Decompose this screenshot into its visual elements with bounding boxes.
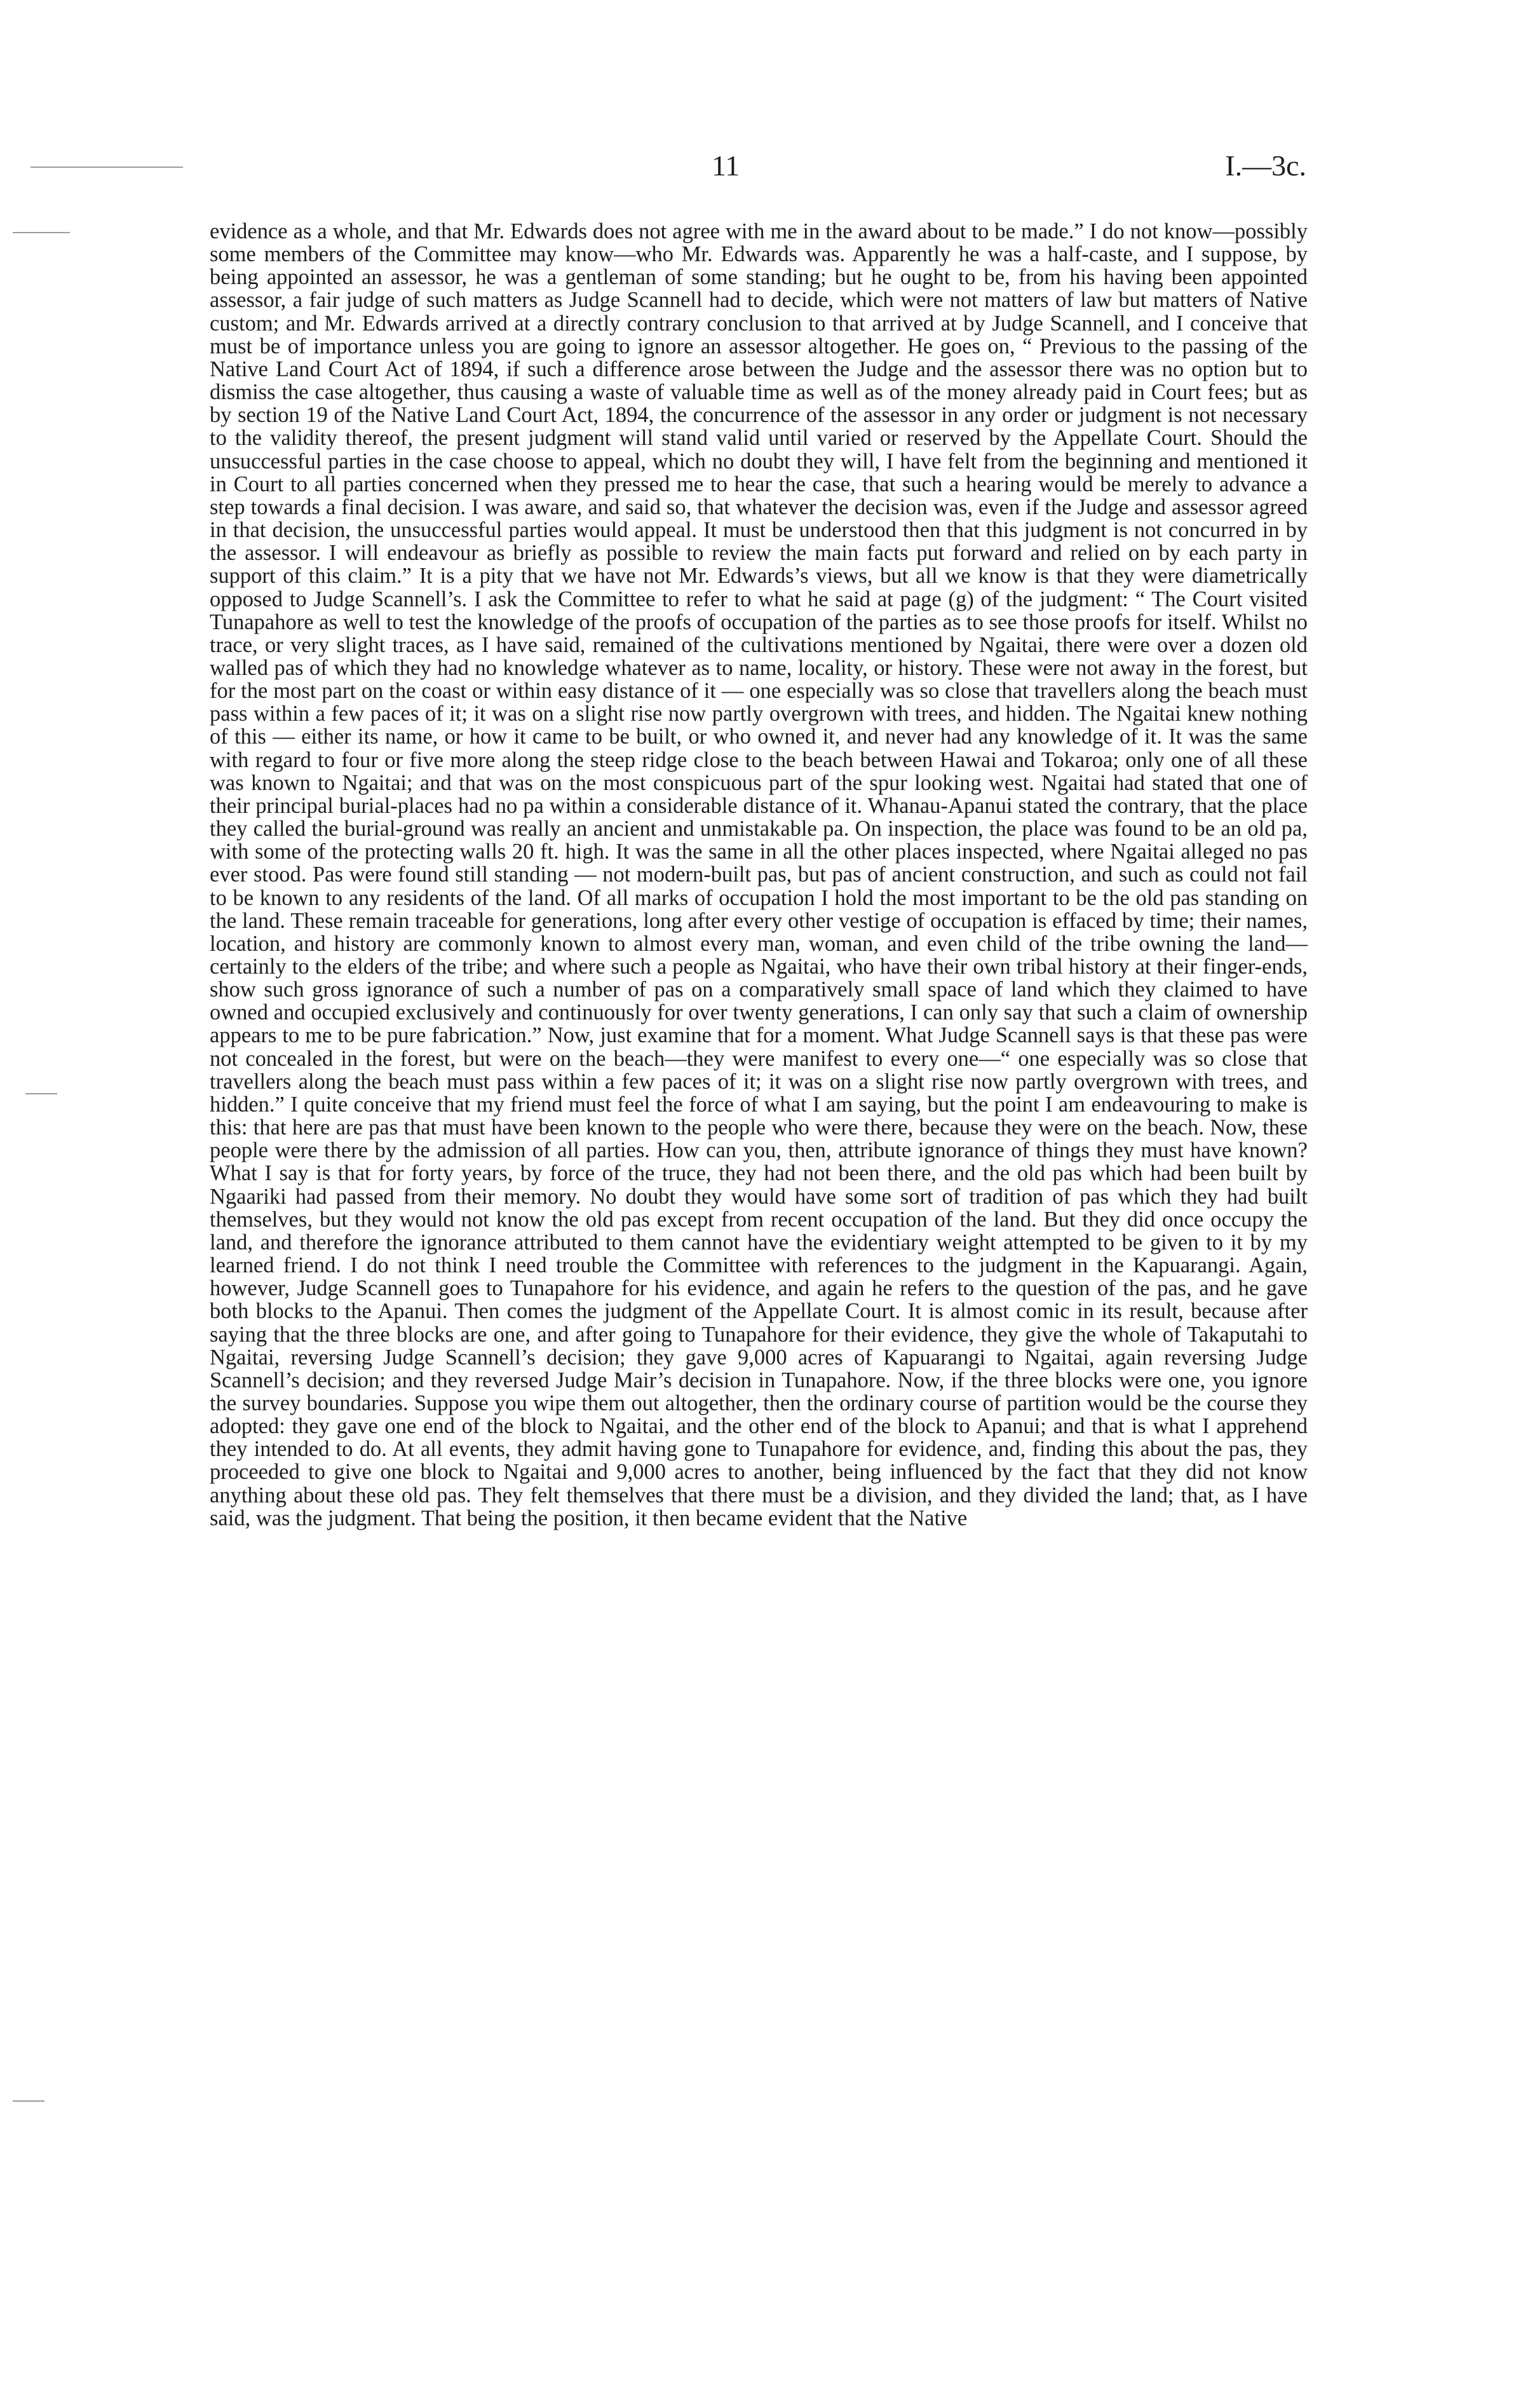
document-reference: I.—3c. xyxy=(1225,149,1306,182)
margin-mark xyxy=(13,232,70,233)
margin-mark xyxy=(30,167,183,168)
margin-mark xyxy=(13,2100,44,2102)
margin-mark xyxy=(25,1093,57,1094)
body-paragraph: evidence as a whole, and that Mr. Edwards does not agree with me in the award about to be made.” I do not know—possibly some members of the Committee may know—who Mr. Edwards was. Apparently he was a half-caste, and I suppose, by being appointed an assessor, he was a gentleman of some standing; but he ought to be, from his having been appointed assessor, a fair judge of such matters as Judge Scannell had to decide, which were not matters of law but matters of Native custom; and Mr. Edwards arrived at a directly contrary conclusion to that arrived at by Judge Scannell, and I conceive that must be of importance unless you are going to ignore an assessor altogether. He goes on, “ Previous to the passing of the Native Land Court Act of 1894, if such a difference arose between the Judge and the assessor there was no option but to dismiss the case altogether, thus causing a waste of valuable time as well as of the money already paid in Court fees; but as by section 19 of the Native Land Court Act, 1894, the concurrence of the assessor in any order or judgment is not necessary to the validity thereof, the present judgment will stand valid until varied or reserved by the Appellate Court. Should the unsuccessful parties in the case choose to appeal, which no doubt they will, I have felt from the beginning and mentioned it in Court to all parties concerned when they pressed me to hear the case, that such a hearing would be merely to advance a step towards a final decision. I was aware, and said so, that whatever the decision was, even if the Judge and assessor agreed in that decision, the unsuccessful parties would appeal. It must be understood then that this judgment is not concurred in by the assessor. I will endeavour as briefly as possible to review the main facts put forward and relied on by each party in support of this claim.” It is a pity that we have not Mr. Edwards’s views, but all we know is that they were diametrically opposed to Judge Scannell’s. I ask the Committee to refer to what he said at page (g) of the judgment: “ The Court visited Tunapahore as well to test the knowledge of the proofs of occupation of the parties as to see those proofs for itself. Whilst no trace, or very slight traces, as I have said, remained of the cultivations mentioned by Ngaitai, there were over a dozen old walled pas of which they had no knowledge whatever as to name, locality, or history. These were not away in the forest, but for the most part on the coast or within easy distance of it — one especially was so close that travellers along the beach must pass within a few paces of it; it was on a slight rise now partly overgrown with trees, and hidden. The Ngaitai knew nothing of this — either its name, or how it came to be built, or who owned it, and never had any knowledge of it. It was the same with regard to four or five more along the steep ridge close to the beach between Hawai and Tokaroa; only one of all these was known to Ngaitai; and that was on the most conspicuous part of the spur looking west. Ngaitai had stated that one of their principal burial-places had no pa within a considerable distance of it. Whanau-Apanui stated the contrary, that the place they called the burial-ground was really an ancient and unmistakable pa. On inspection, the place was found to be an old pa, with some of the protecting walls 20 ft. high. It was the same in all the other places inspected, where Ngaitai alleged no pas ever stood. Pas were found still standing — not modern-built pas, but pas of ancient construction, and such as could not fail to be known to any residents of the land. Of all marks of occupation I hold the most important to be the old pas standing on the land. These remain traceable for generations, long after every other vestige of occupation is effaced by time; their names, location, and history are commonly known to almost every man, woman, and even child of the tribe owning the land—certainly to the elders of the tribe; and where such a people as Ngaitai, who have their own tribal history at their finger-ends, show such gross ignorance of such a number of pas on a comparatively small space of land which they claimed to have owned and occupied exclusively and continuously for over twenty generations, I can only say that such a claim of ownership appears to me to be pure fabrication.” Now, just examine that for a moment. What Judge Scannell says is that these pas were not concealed in the forest, but were on the beach—they were manifest to every one—“ one especially was so close that travellers along the beach must pass within a few paces of it; it was on a slight rise now partly overgrown with trees, and hidden.” I quite conceive that my friend must feel the force of what I am saying, but the point I am endeavouring to make is this: that here are pas that must have been known to the people who were there, because they were on the beach. Now, these people were there by the admission of all parties. How can you, then, attribute ignorance of things they must have known? What I say is that for forty years, by force of the truce, they had not been there, and the old pas which had been built by Ngaariki had passed from their memory. No doubt they would have some sort of tradition of pas which they had built themselves, but they would not know the old pas except from recent occupation of the land. But they did once occupy the land, and therefore the ignorance attributed to them cannot have the evidentiary weight attempted to be given to it by my learned friend. I do not think I need trouble the Committee with references to the judgment in the Kapuarangi. Again, however, Judge Scannell goes to Tunapahore for his evidence, and again he refers to the question of the pas, and he gave both blocks to the Apanui. Then comes the judgment of the Appellate Court. It is almost comic in its result, because after saying that the three blocks are one, and after going to Tunapahore for their evidence, they give the whole of Takaputahi to Ngaitai, reversing Judge Scannell’s decision; they gave 9,000 acres of Kapuarangi to Ngaitai, again reversing Judge Scannell’s decision; and they reversed Judge Mair’s decision in Tunapahore. Now, if the three blocks were one, you ignore the survey boundaries. Suppose you wipe them out altogether, then the ordinary course of partition would be the course they adopted: they gave one end of the block to Ngaitai, and the other end of the block to Apanui; and that is what I apprehend they intended to do. At all events, they admit having gone to Tunapahore for evidence, and, finding this about the pas, they proceeded to give one block to Ngaitai and 9,000 acres to another, being influenced by the fact that they did not know anything about these old pas. They felt themselves that there must be a division, and they divided the land; that, as I have said, was the judgment. That being the position, it then became evident that the Native xyxy=(210,219,1308,1530)
page-number: 11 xyxy=(712,149,740,182)
